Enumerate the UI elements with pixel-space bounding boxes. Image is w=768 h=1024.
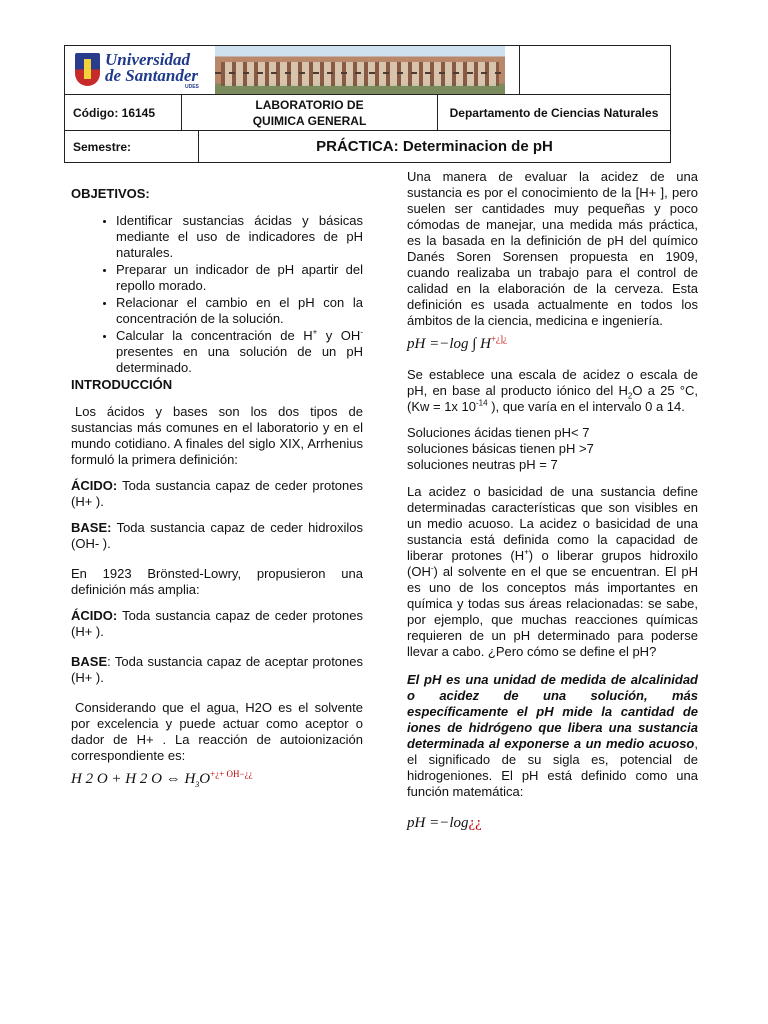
solutions-list [407,425,698,473]
formula-text: pH =−log ∫ H [407,336,491,352]
formula-text: H 2 O + H 2 O ⇔ H [71,771,196,787]
left-column [71,186,363,802]
bronsted-paragraph: En 1923 Brönsted-Lowry, propusieron una definición más amplia: [71,566,363,597]
scale-text: O a 25 °C, (Kw = 1x 10 [407,383,699,414]
scale-text: Se establece una escala de acidez o escala de pH, en base al producto iónico del H [407,367,698,398]
header-semester-row [65,131,670,162]
base-definition-1 [71,520,363,552]
acido-label: ÁCIDO: [71,478,118,493]
basicity-text: La acidez o basicidad de una sustancia define determinadas características que son visibles en un medio acuoso. La acidez o basicidad de una sustancia está definida como la capacidad de liberar protones (H [407,484,698,563]
header-meta-row [65,95,670,131]
ph-formula-2 [407,814,698,832]
solution-neutral: soluciones neutras pH = 7 [407,457,558,472]
basicity-text: ) o liberar grupos hidroxilo (OH [407,548,699,579]
superscript: - [360,327,363,337]
ph-definition-paragraph [407,672,698,800]
formula-superscript: +¿]¿ [490,334,507,344]
formula-placeholder: ¿¿ [468,815,482,831]
solution-base: soluciones básicas tienen pH >7 [407,441,594,456]
objetivos-list [71,213,363,376]
university-name-line1: Universidad [105,50,190,69]
agua-paragraph: Considerando que el agua, H2O es el solvente por excelencia y puede actuar como aceptor o dador de H+ . La reacción de autoionización correspondiente es: [71,700,363,763]
acido-definition-2 [71,608,363,640]
campus-photo [215,46,505,94]
scale-text: ), que varía en el intervalo 0 a 14. [487,399,685,414]
lab-name-cell [182,95,438,130]
solution-acid: Soluciones ácidas tienen pH< 7 [407,425,590,440]
semester-label: Semestre: [65,131,199,162]
practica-label: PRÁCTICA: [316,138,399,155]
superscript: - [430,563,434,573]
subscript: 2 [627,391,633,401]
base-label: BASE: [71,520,112,535]
superscript: -14 [476,398,488,408]
introduccion-heading: INTRODUCCIÓN [71,377,173,392]
objetivo-text: y OH [317,328,361,343]
objetivo-item [116,328,363,376]
lab-name: LABORATORIO DE QUIMICA GENERAL [252,97,367,128]
basicity-paragraph [407,484,698,660]
course-code: Código: 16145 [65,95,182,130]
objetivo-item: • Relacionar el cambio en el pH con la concentración de la solución. [116,295,363,327]
objetivos-heading: OBJETIVOS: [71,186,150,201]
practica-title [199,131,670,162]
base-text: : Toda sustancia capaz de aceptar protones (H+ ). [71,654,363,685]
header-logo-row [65,46,670,95]
base-text: Toda sustancia capaz de ceder hidroxilos (OH- ). [71,520,363,551]
formula-text: pH =−log [407,815,469,831]
ph-formula-1 [407,335,698,353]
scale-paragraph [407,367,698,415]
practica-name: Determinacion de pH [402,138,553,155]
acido-label: ÁCIDO: [71,608,118,623]
acido-definition-1 [71,478,363,510]
objetivo-item: • Identificar sustancias ácidas y básicas mediante el uso de indicadores de pH naturales. [116,213,363,261]
objetivo-text: Calcular la concentración de H [116,328,313,343]
ph-definition-bold: El pH es una unidad de medida de alcalinidad o acidez de una solución, más específicamente el pH mide la cantidad de iones de hidrógeno que libera una sustancia determinada al exponerse a un medio acuoso [407,672,698,751]
formula-text: O [199,771,211,787]
superscript: + [312,327,318,337]
autoionization-formula [71,770,363,788]
superscript: + [524,547,529,557]
formula-subscript: 3 [195,780,200,789]
formula-superscript: +¿+ OH−¿¿ [210,769,253,779]
header-empty-cell [520,46,670,94]
base-definition-2 [71,654,363,686]
header-table [64,45,671,163]
right-column [407,169,698,846]
intro-paragraph: Los ácidos y bases son los dos tipos de sustancias más comunes en el laboratorio y en el mundo cotidiano. A finales del siglo XIX, Arrhenius formuló la primera definición: [71,404,363,467]
ph-definition-text: , el significado de su sigla es, potencial de hidrogeniones. El pH está definido como una función matemática: [407,736,698,799]
acidity-paragraph: Una manera de evaluar la acidez de una sustancia es por el conocimiento de la [H+ ], pero suelen ser cantidades muy pequeñas y poco cómodas de manejar, una medida más práctica, es la basada en la definición de pH del químico Danés Soren Sorensen propuesta en 1909, cuando realizaba un trabajo para el control de calidad en la elaboración de la cerveza. Esta definición es usada actualmente en todos los ámbitos de la ciencia, medicina e ingeniería. [407,169,698,328]
objetivo-text: presentes en una solución de un pH determinado. [116,344,363,375]
department-name: Departamento de Ciencias Naturales [449,105,659,120]
university-name [105,52,198,84]
base-label: BASE [71,654,108,669]
objetivo-item: • Preparar un indicador de pH apartir del repollo morado. [116,262,363,294]
university-name-line2: de Santander [105,66,199,85]
university-shield-logo [75,53,100,86]
university-acronym: UDES [185,84,199,90]
university-banner [65,46,520,94]
basicity-text: ) al solvente en el que se encuentran. El pH es uno de los conceptos más importantes en química y todas sus áreas relacionadas: se sabe, por ejemplo, que muchas reacciones químicas requieren de un pH determinado para poderse llevar a cabo. ¿Pero cómo se define el pH? [407,564,698,659]
acido-text: Toda sustancia capaz de ceder protones (H+ ). [71,478,363,509]
acido-text: Toda sustancia capaz de ceder protones (H+ ). [71,608,363,639]
